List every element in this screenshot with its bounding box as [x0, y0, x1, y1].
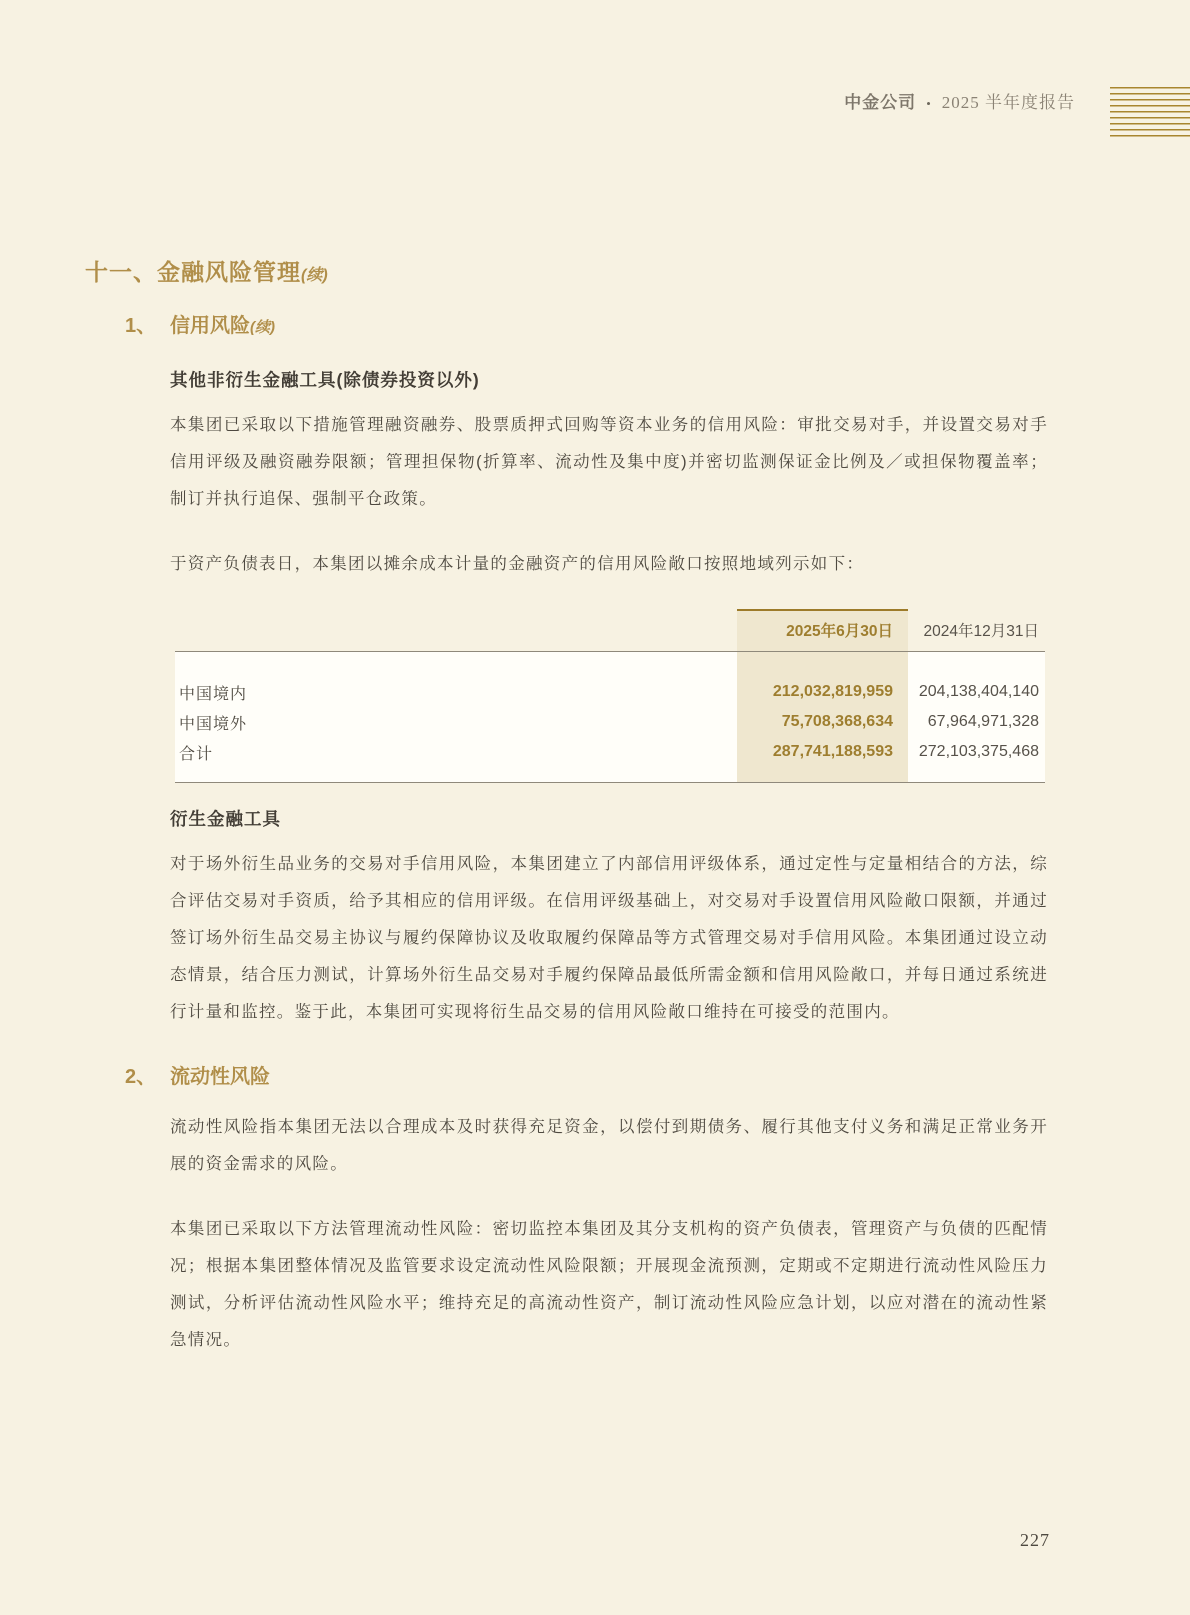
row-value-current: 212,032,819,959 — [772, 683, 893, 700]
row-value-prior: 67,964,971,328 — [927, 713, 1039, 730]
section-heading — [85, 256, 1190, 292]
column-header-prior: 2024年12月31日 — [923, 623, 1039, 640]
table-header-row — [175, 609, 1045, 652]
row-value-prior: 204,138,404,140 — [918, 683, 1039, 700]
table-body — [175, 652, 1045, 783]
table-row — [175, 677, 1045, 707]
other-nonderivative-paragraph-2: 于资产负债表日，本集团以摊余成本计量的金融资产的信用风险敞口按照地域列示如下： — [170, 555, 865, 573]
bullet-separator-icon: • — [926, 96, 932, 111]
liquidity-paragraph-1: 流动性风险指本集团无法以合理成本及时获得充足资金，以偿付到期债务、履行其他支付义务和满足正常业务开展的资金需求的风险。 — [170, 1118, 1048, 1173]
other-nonderivative-paragraph-1: 本集团已采取以下措施管理融资融券、股票质押式回购等资本业务的信用风险：审批交易对手，并设置交易对手信用评级及融资融券限额；管理担保物(折算率、流动性及集中度)并密切监测保证金比例及／或担保物覆盖率；制订并执行追保、强制平仓政策。 — [170, 416, 1048, 508]
column-header-current: 2025年6月30日 — [786, 623, 893, 640]
section-heading-suffix: (续) — [301, 267, 328, 284]
row-label: 合计 — [179, 745, 214, 763]
credit-risk-title: 信用风险 — [170, 315, 250, 337]
company-name: 中金公司 — [844, 93, 917, 112]
credit-risk-suffix: (续) — [250, 319, 275, 336]
liquidity-risk-heading — [125, 1063, 1190, 1091]
running-header — [844, 88, 1075, 113]
row-label: 中国境内 — [179, 685, 248, 703]
report-edition: 2025 半年度报告 — [941, 93, 1075, 112]
gold-stripes-icon — [1110, 87, 1190, 138]
derivative-paragraph: 对于场外衍生品业务的交易对手信用风险，本集团建立了内部信用评级体系，通过定性与定量相结合的方法，综合评估交易对手资质，给予其相应的信用评级。在信用评级基础上，对交易对手设置信用风险敞口限额，并通过签订场外衍生品交易主协议与履约保障协议及收取履约保障品等方式管理交易对手信用风险。本集团通过设立动态情景，结合压力测试，计算场外衍生品交易对手履约保障品最低所需金额和信用风险敞口，并每日通过系统进行计量和监控。鉴于此，本集团可实现将衍生品交易的信用风险敞口维持在可接受的范围内。 — [170, 855, 1048, 1021]
table-row — [175, 707, 1045, 737]
other-nonderivative-heading: 其他非衍生金融工具(除债券投资以外) — [170, 370, 480, 390]
row-label: 中国境外 — [179, 715, 248, 733]
section-heading-text: 十一、金融风险管理 — [85, 259, 301, 285]
page-number: 227 — [1020, 1530, 1050, 1550]
row-value-current: 75,708,368,634 — [781, 713, 893, 730]
table-row-total — [175, 737, 1045, 767]
credit-risk-heading — [125, 312, 1190, 342]
row-value-prior: 272,103,375,468 — [918, 743, 1039, 760]
region-exposure-table — [175, 609, 1045, 783]
liquidity-paragraph-2: 本集团已采取以下方法管理流动性风险：密切监控本集团及其分支机构的资产负债表，管理资产与负债的匹配情况；根据本集团整体情况及监管要求设定流动性风险限额；开展现金流预测，定期或不定期进行流动性风险压力测试，分析评估流动性风险水平；维持充足的高流动性资产，制订流动性风险应急计划，以应对潜在的流动性紧急情况。 — [170, 1220, 1048, 1349]
derivative-heading: 衍生金融工具 — [170, 809, 281, 829]
liquidity-risk-number: 2、 — [125, 1066, 157, 1088]
credit-risk-number: 1、 — [125, 315, 157, 337]
liquidity-risk-title: 流动性风险 — [170, 1066, 270, 1088]
row-value-current: 287,741,188,593 — [772, 743, 893, 760]
